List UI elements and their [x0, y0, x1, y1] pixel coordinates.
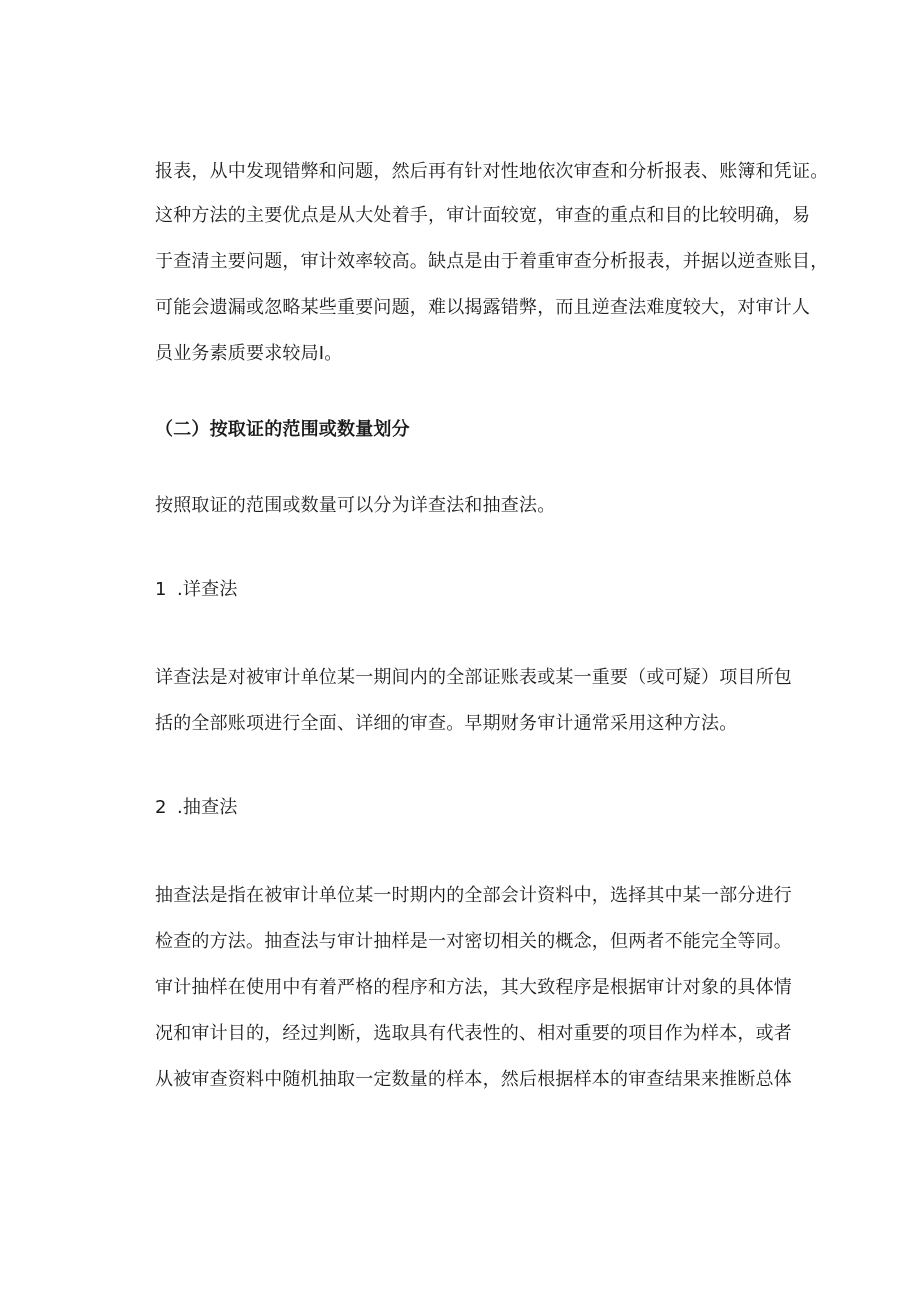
paragraph-line: 报表，从中发现错弊和问题，然后再有针对性地依次审查和分析报表、账簿和凭证。	[155, 161, 829, 182]
paragraph-line: 这种方法的主要优点是从大处着手，审计面较宽，审查的重点和目的比较明确，易	[155, 205, 811, 226]
item2-body-line: 抽查法是指在被审计单位某一时期内的全部会计资料中，选择其中某一部分进行	[155, 885, 792, 906]
item2-body-line: 况和审计目的，经过判断，选取具有代表性的、相对重要的项目作为样本，或者	[155, 1023, 792, 1044]
paragraph-line: 员业务素质要求较局I。	[155, 343, 343, 364]
item2-number: 2	[155, 797, 167, 818]
item2-body-line: 从被审查资料中随机抽取一定数量的样本，然后根据样本的审查结果来推断总体	[155, 1069, 792, 1090]
paragraph-line: 可能会遗漏或忽略某些重要问题，难以揭露错弊，而且逆查法难度较大，对审计人	[155, 297, 811, 318]
item1-body-line: 详查法是对被审计单位某一期间内的全部证账表或某一重要（或可疑）项目所包	[155, 667, 792, 688]
paragraph-line: 于查清主要问题，审计效率较高。缺点是由于着重审查分析报表，并据以逆查账目，	[155, 251, 829, 272]
item2-heading	[155, 796, 238, 820]
item1-number: 1	[155, 579, 167, 600]
item1-title: .详查法	[177, 579, 238, 600]
item1-heading	[155, 578, 238, 602]
section-heading: （二）按取证的范围或数量划分	[155, 419, 410, 440]
item2-body-line: 检查的方法。抽查法与审计抽样是一对密切相关的概念，但两者不能完全等同。	[155, 931, 792, 952]
item2-title: .抽查法	[177, 797, 238, 818]
item1-body-line: 括的全部账项进行全面、详细的审查。早期财务审计通常采用这种方法。	[155, 713, 738, 734]
item2-body-line: 审计抽样在使用中有着严格的程序和方法，其大致程序是根据审计对象的具体情	[155, 977, 792, 998]
intro-text: 按照取证的范围或数量可以分为详查法和抽查法。	[155, 495, 556, 516]
